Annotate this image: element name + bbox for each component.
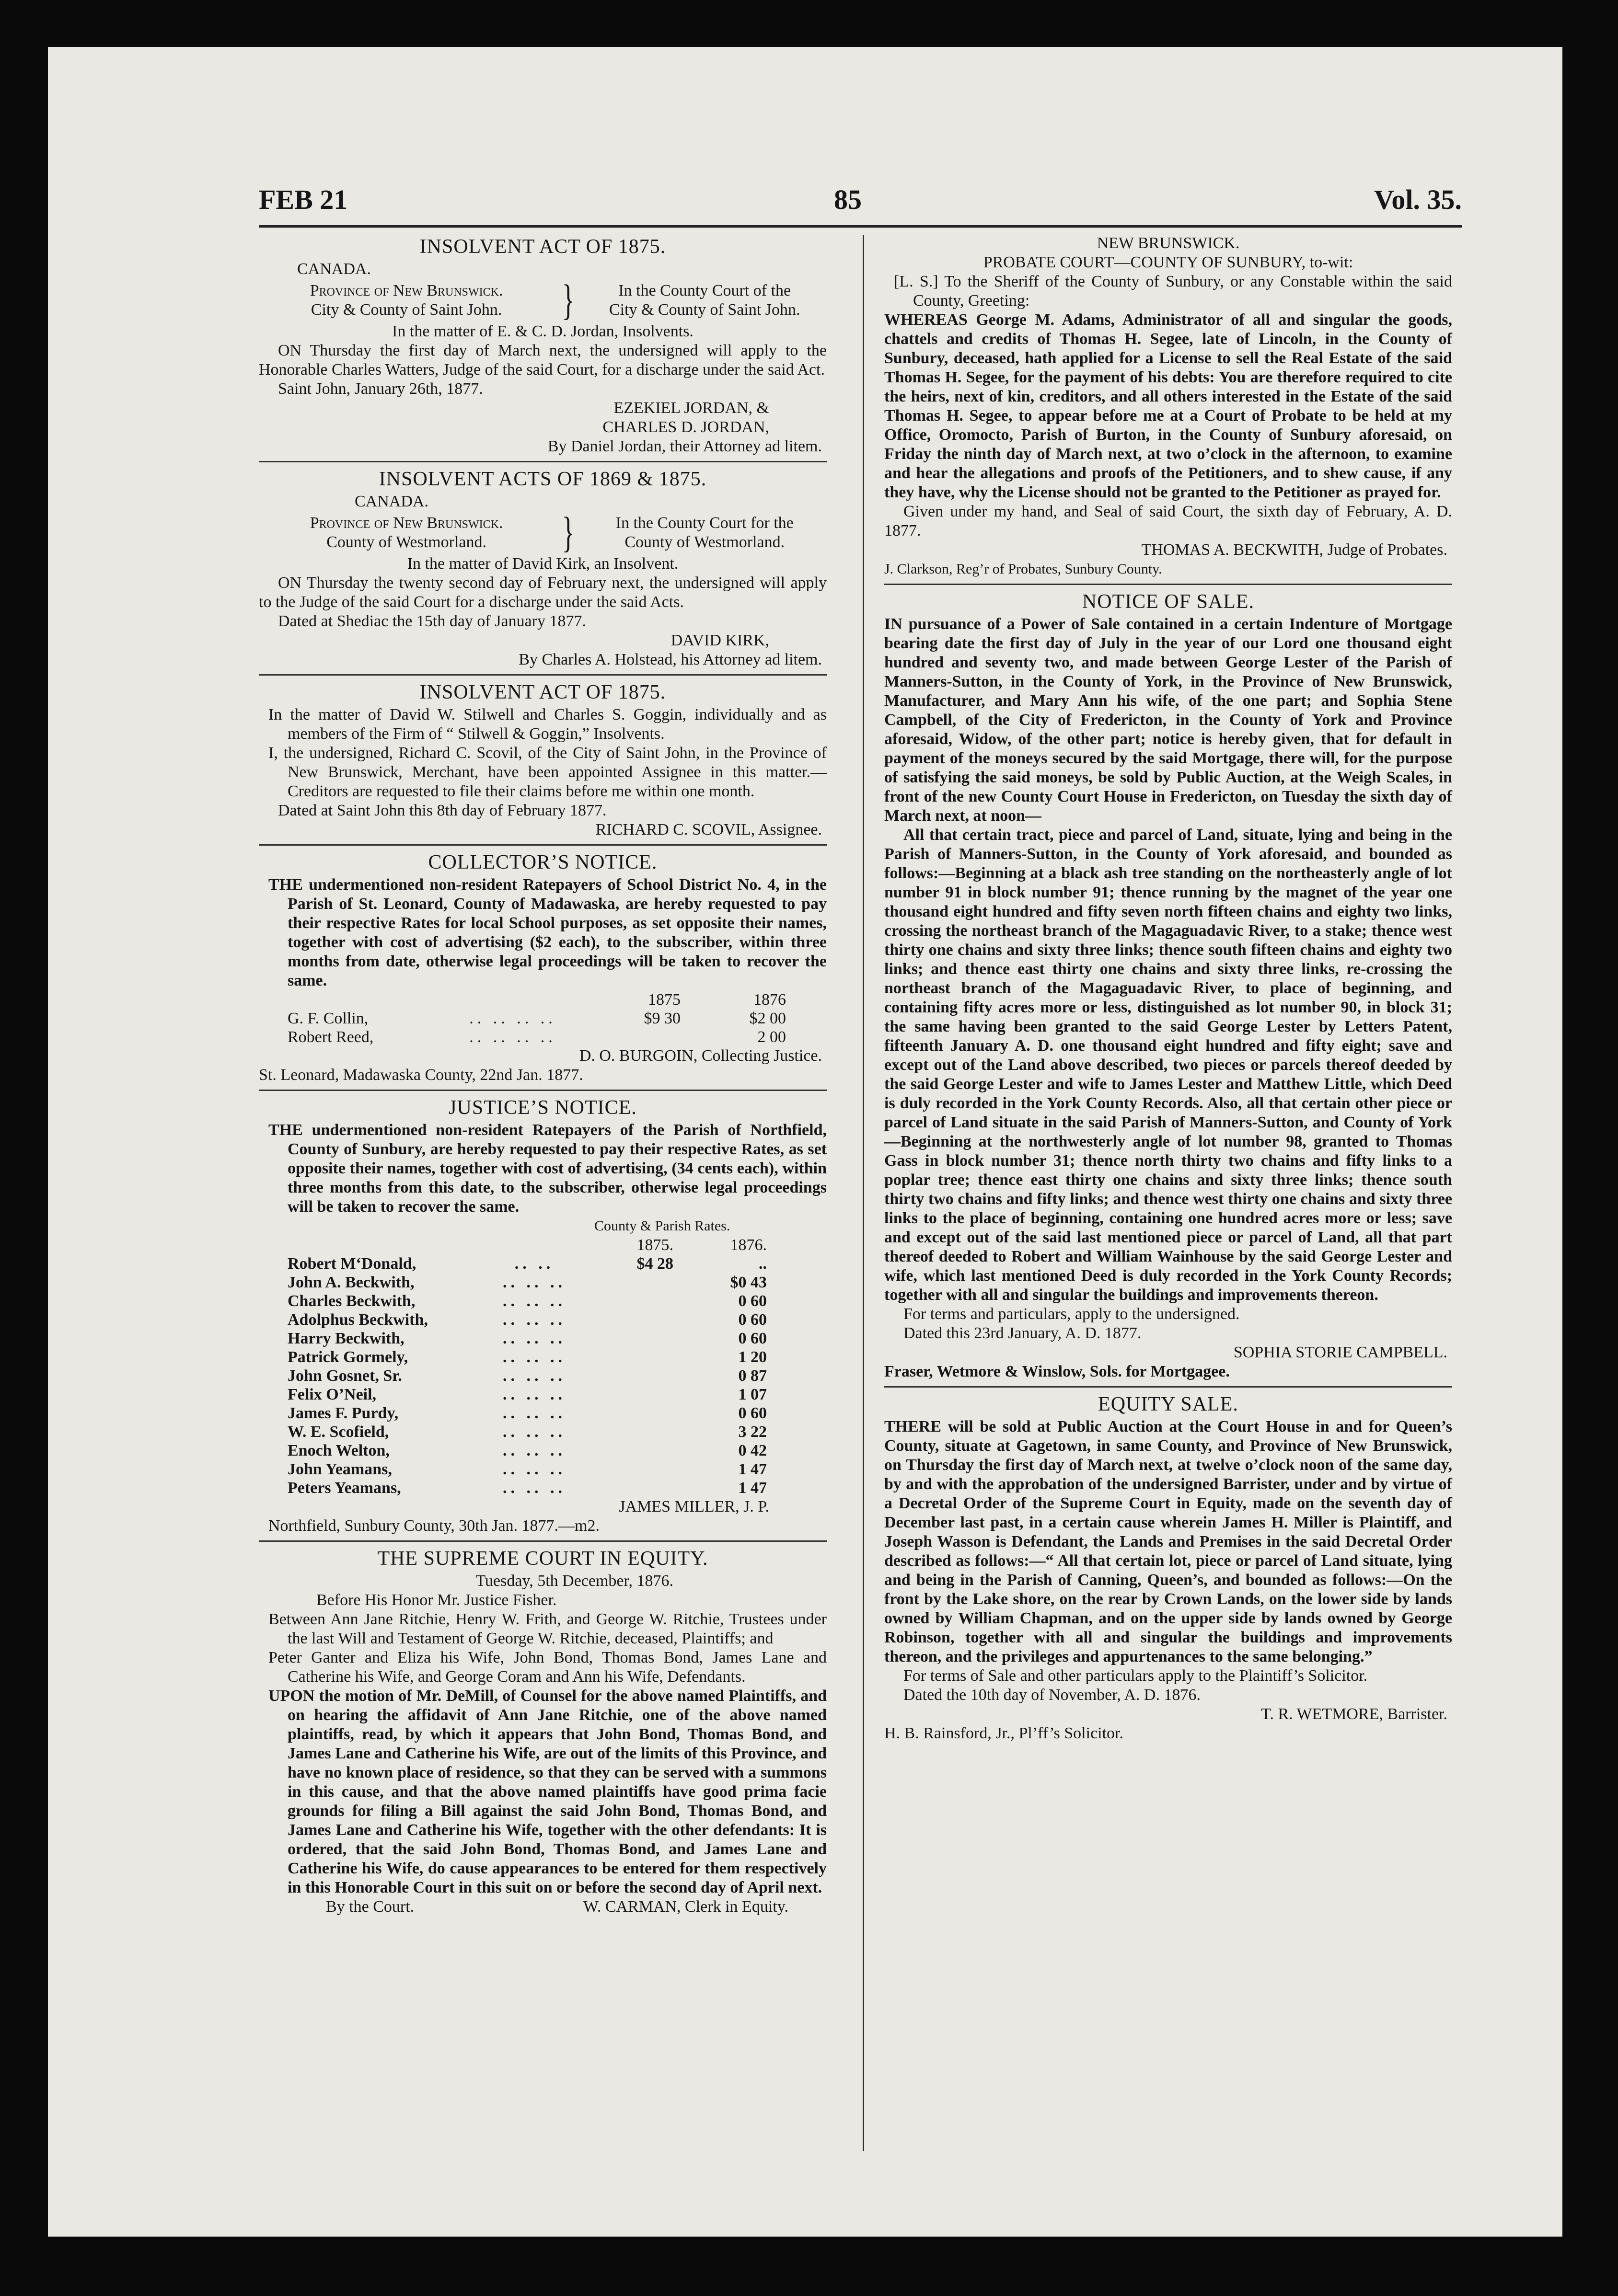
header-date: FEB 21 (259, 184, 348, 215)
table-row (288, 1479, 776, 1497)
court-block (259, 511, 827, 554)
rate-1875 (589, 1423, 683, 1441)
table-row (288, 1441, 776, 1460)
section-rule (259, 674, 827, 676)
notice-body: ON Thursday the first day of March next, the undersigned will apply to the Honorable Charles Watters, Judge of the said Court, for a discharge under the said Act. (259, 342, 827, 379)
rate-1876: $0 43 (730, 1274, 767, 1291)
attorney-line: By Daniel Jordan, their Attorney ad litem. (547, 437, 822, 455)
solicitors-line: Fraser, Wetmore & Winslow, Sols. for Mortgagee. (884, 1363, 1230, 1380)
ratepayer-name: Robert Reed, (288, 1028, 374, 1046)
rate-1876: 1 47 (738, 1460, 767, 1478)
leader-dots: .. .. (514, 1255, 555, 1273)
ratepayer-name: James F. Purdy, (288, 1404, 399, 1422)
notice-of-sale (884, 589, 1452, 1381)
rate-1876: 0 60 (738, 1292, 767, 1310)
section-title: INSOLVENT ACTS OF 1869 & 1875. (379, 468, 707, 490)
rate-1875 (589, 1292, 683, 1310)
leader-dots: .. .. .. (503, 1330, 566, 1347)
province-line: Province of New Brunswick. (310, 514, 503, 532)
matter-line: In the matter of E. & C. D. Jordan, Insolvents. (392, 322, 693, 340)
leader-dots: .. .. .. .. (469, 1028, 556, 1046)
table-row (288, 1028, 796, 1046)
rate-1875: $9 30 (644, 1010, 681, 1027)
rate-1875 (589, 1385, 683, 1404)
ratepayer-name: Felix O’Neil, (288, 1386, 377, 1403)
rate-1876: 0 60 (738, 1311, 767, 1329)
clerk-signature: W. CARMAN, Clerk in Equity. (583, 1898, 788, 1916)
before-line: Before His Honor Mr. Justice Fisher. (316, 1591, 557, 1609)
table-row (288, 1273, 776, 1292)
jurisdiction-line: City & County of Saint John. (311, 301, 502, 319)
leader-dots: .. .. .. (503, 1311, 566, 1329)
ratepayer-name: Charles Beckwith, (288, 1292, 416, 1310)
leader-dots: .. .. .. .. (469, 1010, 556, 1027)
table-row (288, 1404, 776, 1423)
insolvent-act-notice-3 (259, 679, 827, 839)
court-line: In the County Court of the (618, 282, 791, 299)
table-row (288, 1348, 776, 1366)
ratepayer-name: John Yeamans, (288, 1460, 392, 1478)
insolvent-act-notice-2 (259, 466, 827, 669)
notice-body: ON Thursday the twenty second day of February next, the undersigned will apply to the Judge of the said Court for a discharge under the said Acts. (259, 574, 827, 611)
notice-body: IN pursuance of a Power of Sale contained in a certain Indenture of Mortgage bearing date the first day of July in the year of our Lord one thousand eight hundred and seventy two, and made between George Lester of the Parish of Manners-Sutton, in the County of York, in the Province of New Brunswick, Manufacturer, and Mary Ann his wife, of the one part; and Sophia Stene Campbell, of the City of Fredericton, in the County of York and Province aforesaid, Widow, of the other part; notice is hereby given, that for default in payment of the moneys secured by the said Mortgage, there will, for the purpose of satisfying the said moneys, be sold by Public Auction, at the Weigh Scales, in front of the new County Court House in Fredericton, on Tuesday the sixth day of March next, at noon— (884, 615, 1452, 825)
rate-1876: 2 00 (757, 1028, 786, 1046)
matter-line: In the matter of David Kirk, an Insolvent. (407, 555, 679, 573)
insolvent-act-notice-1 (259, 234, 827, 456)
table-row (288, 1423, 776, 1441)
rate-1876: 1 07 (738, 1386, 767, 1403)
column-header: 1876 (753, 991, 786, 1009)
ratepayer-name: Robert M‘Donald, (288, 1255, 416, 1273)
leader-dots: .. .. .. (503, 1442, 566, 1459)
column-divider (863, 235, 864, 2151)
province-line: Province of New Brunswick. (310, 282, 503, 299)
column-header: 1875 (648, 991, 681, 1009)
leader-dots: .. .. .. (503, 1292, 566, 1310)
dated-line: Northfield, Sunbury County, 30th Jan. 1877.—m2. (268, 1517, 600, 1535)
rate-1876: 1 20 (738, 1348, 767, 1366)
court-block (259, 276, 827, 324)
brace-glyph: } (562, 509, 575, 556)
signature-line: DAVID KIRK, (670, 631, 769, 649)
land-description: All that certain tract, piece and parcel of Land, situate, lying and being in the Parish of Manners-Sutton, in the County of York aforesaid, and bounded as follows:—Beginning at a black ash tree standing on the northeasterly angle of lot number 91 in block number 91; thence running by the magnet of the year one thousand eight hundred and fifty seven north fifteen chains and eighty two links, crossing the northeast branch of the Magaguadavic River, to a stake; thence west thirty one chains and sixty three links; thence south fifteen chains and eighty two links; and thence east thirty one chains and sixty three links, re-crossing the northeast branch of the Magaguadavic River, to place of beginning, and containing fifty acres more or less, distinguished as lot number 90, in block 31; the same having been granted to the said George Lester by Letters Patent, fifteenth January A. D. one thousand eight hundred and fifty eight; save and except out of the Land above described, two pieces or parcels thereof deeded by the said George Lester and wife to James Lester and Matthew Little, which Deed is duly recorded in the York County Records. Also, all that certain other piece or parcel of Land situate in the said Parish of Manners-Sutton, and County of York—Beginning at the northwesterly angle of lot number 98, granted to Thomas Gass in block number 31; thence north thirty two chains and fifty links to a poplar tree; thence east thirty one chains and sixty three links; thence south thirty two chains and fifty links; and thence west thirty one chains and sixty three links to the place of beginning, containing one hundred acres more or less; save and except out of the said last mentioned piece or parcel of Land, all that part thereof deeded to Robert and William Wainhouse by the said George Lester and wife, which last mentioned Deed is duly recorded in the York County Records; together with all and singular the buildings and improvements thereon. (884, 826, 1452, 1304)
court-date: Tuesday, 5th December, 1876. (475, 1572, 673, 1590)
table-row (288, 1310, 776, 1329)
column-header: 1875. (636, 1236, 673, 1254)
signature-line: D. O. BURGOIN, Collecting Justice. (579, 1047, 822, 1065)
header-rule (259, 225, 1462, 228)
section-rule (259, 1540, 827, 1542)
court-signature-row (259, 1897, 827, 1917)
rate-1876: 1 47 (738, 1479, 767, 1497)
ratepayer-name: Harry Beckwith, (288, 1330, 404, 1347)
seal-greeting: [L. S.] To the Sheriff of the County of Sunbury, or any Constable within the said County, Greeting: (894, 273, 1452, 310)
rate-1875: $4 28 (636, 1255, 673, 1273)
attorney-line: By Charles A. Holstead, his Attorney ad litem. (519, 651, 822, 668)
header-volume: Vol. 35. (1374, 184, 1462, 215)
leader-dots: .. .. .. (503, 1274, 566, 1291)
judge-signature: THOMAS A. BECKWITH, Judge of Probates. (1141, 541, 1447, 559)
ratepayer-name: Enoch Welton, (288, 1442, 390, 1459)
dated-line: Dated at Shediac the 15th day of January 1877. (278, 612, 586, 630)
header-page-number: 85 (834, 184, 862, 215)
dated-line: Saint John, January 26th, 1877. (278, 380, 483, 398)
country-label: CANADA. (355, 493, 428, 510)
signature-line: EZEKIEL JORDAN, & (613, 399, 769, 417)
order-body: UPON the motion of Mr. DeMill, of Counsel for the above named Plaintiffs, and on hearing the affidavit of Ann Jane Ritchie, one of the above named plaintiffs, read, by which it appears that John Bond, Thomas Bond, and James Lane and Catherine his Wife, are out of the limits of this Province, and have no known place of residence, so that they can be served with a summons in this cause, and that the above named plaintiffs have good prima facie grounds for filing a Bill against the said John Bond, Thomas Bond, and James Lane and Catherine his Wife, together with the other defendants: It is ordered, that the said John Bond, Thomas Bond, and James Lane and Catherine his Wife, do cause appearances to be entered for them respectively in this Honorable Court in this suit on or before the second day of April next. (268, 1687, 827, 1896)
equity-sale (884, 1391, 1452, 1743)
solicitor-line: H. B. Rainsford, Jr., Pl’ff’s Solicitor. (884, 1724, 1123, 1742)
parties-defendants: Peter Ganter and Eliza his Wife, John Bond, Thomas Bond, James Lane and Catherine his Wife, and George Coram and Ann his Wife, Defendants. (268, 1649, 827, 1686)
dated-line: St. Leonard, Madawaska County, 22nd Jan. 1877. (259, 1066, 583, 1084)
section-subtitle: PROBATE COURT—COUNTY OF SUNBURY, to-wit: (983, 253, 1353, 271)
notice-body: THERE will be sold at Public Auction at the Court House in and for Queen’s County, situate at Gagetown, in same County, and Province of New Brunswick, on Thursday the first day of March next, at twelve o’clock noon of the same day, by and with the approbation of the undersigned Barrister, under and by virtue of a Decretal Order of the Supreme Court in Equity, made on the seventh day of December last past, in a certain cause wherein James H. Miller is Plaintiff, and Joseph Wasson is Defendant, the Lands and Premises in the said Decretal Order described as follows:—“ All that certain lot, piece or parcel of Land situate, lying and being in the Parish of Canning, Queen’s, and bounded as follows:—On the front by the Lake shore, on the rear by Crown Lands, on the lower side by lands owned by William Chapman, and on the upper side by lands owned by George Robinson, together with all and singular the buildings and improvements thereon, and the privileges and appurtenances to the same belonging.” (884, 1418, 1452, 1665)
ratepayer-name: Peters Yeamans, (288, 1479, 401, 1497)
right-column (884, 234, 1452, 1748)
dated-line: Dated this 23rd January, A. D. 1877. (903, 1324, 1142, 1342)
rate-1876: $2 00 (749, 1010, 786, 1027)
court-line: County of Westmorland. (624, 533, 785, 551)
ratepayer-name: Patrick Gormely, (288, 1348, 408, 1366)
rate-1875 (589, 1366, 683, 1385)
table-row (288, 1292, 776, 1310)
rate-1875 (589, 1273, 683, 1292)
newspaper-page (48, 47, 1562, 2237)
leader-dots: .. .. .. (503, 1460, 566, 1478)
leader-dots: .. .. .. (503, 1348, 566, 1366)
dated-line: Dated the 10th day of November, A. D. 1876. (903, 1686, 1201, 1704)
column-header: 1876. (730, 1236, 767, 1254)
table-header-row (288, 1236, 776, 1254)
section-title: NOTICE OF SALE. (1082, 591, 1255, 613)
rates-table (288, 1236, 776, 1497)
rate-1875 (589, 1348, 683, 1366)
signature-line: CHARLES D. JORDAN, (602, 418, 769, 436)
rate-1876: 3 22 (738, 1423, 767, 1441)
notice-body: I, the undersigned, Richard C. Scovil, of the City of Saint John, in the Province of New Brunswick, Merchant, have been appointed Assignee in this matter.—Creditors are requested to file their claims before me within one month. (268, 744, 827, 800)
terms-line: For terms of Sale and other particulars apply to the Plaintiff’s Solicitor. (903, 1667, 1368, 1685)
table-row (288, 1366, 776, 1385)
leader-dots: .. .. .. (503, 1367, 566, 1385)
section-rule (259, 1090, 827, 1091)
leader-dots: .. .. .. (503, 1423, 566, 1441)
rates-caption: County & Parish Rates. (594, 1218, 730, 1234)
ratepayer-name: Adolphus Beckwith, (288, 1311, 428, 1329)
section-title: JUSTICE’S NOTICE. (449, 1097, 637, 1119)
brace-glyph: } (562, 276, 575, 324)
table-row (288, 1385, 776, 1404)
table-row (288, 1254, 776, 1273)
rate-1875 (589, 1404, 683, 1423)
terms-line: For terms and particulars, apply to the undersigned. (903, 1305, 1240, 1323)
ratepayer-name: John Gosnet, Sr. (288, 1367, 402, 1385)
probate-court-notice (884, 234, 1452, 579)
rate-1875 (585, 1028, 690, 1046)
table-header-row (288, 990, 796, 1009)
leader-dots: .. .. .. (503, 1479, 566, 1497)
rates-table (288, 990, 796, 1046)
left-column (259, 234, 827, 1921)
rate-1875 (589, 1479, 683, 1497)
section-title: THE SUPREME COURT IN EQUITY. (377, 1548, 708, 1570)
section-title: INSOLVENT ACT OF 1875. (419, 681, 666, 703)
rate-1876: 0 87 (738, 1367, 767, 1385)
section-rule (884, 584, 1452, 585)
ratepayer-name: John A. Beckwith, (288, 1274, 415, 1291)
signature-line: T. R. WETMORE, Barrister. (1261, 1705, 1447, 1723)
table-row (288, 1329, 776, 1348)
ratepayer-name: G. F. Collin, (288, 1010, 369, 1027)
notice-body: THE undermentioned non-resident Ratepayers of the Parish of Northfield, County of Sunbury, are hereby requested to pay their respective Rates, as set opposite their names, together with cost of advertising, (34 cents each), within three months from this date, to the subscriber, otherwise legal proceedings will be taken to recover the same. (268, 1121, 827, 1216)
leader-dots: .. .. .. (503, 1386, 566, 1403)
jurisdiction-line: County of Westmorland. (326, 533, 486, 551)
collectors-notice (259, 850, 827, 1085)
signature-line: JAMES MILLER, J. P. (619, 1498, 769, 1515)
section-title: NEW BRUNSWICK. (1097, 234, 1240, 252)
parties-plaintiffs: Between Ann Jane Ritchie, Henry W. Frith, and George W. Ritchie, Trustees under the last Will and Testament of George W. Ritchie, deceased, Plaintiffs; and (268, 1610, 827, 1647)
rate-1876: 0 60 (738, 1404, 767, 1422)
section-title: INSOLVENT ACT OF 1875. (419, 236, 666, 258)
notice-body: THE undermentioned non-resident Ratepayers of School District No. 4, in the Parish of St. Leonard, County of Madawaska, are hereby requested to pay their respective Rates for local School purposes, as set opposite their names, together with cost of advertising ($2 each), to the subscriber, within three months from date, otherwise legal proceedings will be taken to recover the same. (268, 876, 827, 989)
signature-line: RICHARD C. SCOVIL, Assignee. (595, 821, 822, 838)
notice-body: WHEREAS George M. Adams, Administrator of all and singular the goods, chattels and credits of Thomas H. Segee, late of Lincoln, in the County of Sunbury, deceased, hath applied for a License to sell the Real Estate of the said Thomas H. Segee, for the payment of his debts: You are therefore required to cite the heirs, next of kin, creditors, and all others interested in the Estate of the said Thomas H. Segee, to appear before me at a Court of Probate to be held at my Office, Oromocto, Parish of Burton, in the County of Sunbury aforesaid, on Friday the ninth day of March next, at two o’clock in the afternoon, to examine and hear the allegations and proofs of the Petitioners, and to shew cause, if any they have, why the License should not be granted to the Petitioner as prayed for. (884, 311, 1452, 501)
dated-line: Dated at Saint John this 8th day of February 1877. (278, 802, 607, 819)
by-court-label: By the Court. (326, 1898, 415, 1916)
signature-line: SOPHIA STORIE CAMPBELL. (1233, 1343, 1447, 1361)
matter-line: In the matter of David W. Stilwell and Charles S. Goggin, individually and as members of the Firm of “ Stilwell & Goggin,” Insolvents. (268, 706, 827, 743)
rate-1876: .. (759, 1255, 767, 1273)
rates-table-body (288, 1254, 776, 1497)
leader-dots: .. .. .. (503, 1404, 566, 1422)
supreme-court-notice (259, 1546, 827, 1917)
country-label: CANADA. (297, 260, 371, 278)
rate-1875 (589, 1441, 683, 1460)
rate-1876: 0 42 (738, 1442, 767, 1459)
section-rule (884, 1386, 1452, 1388)
registrar-line: J. Clarkson, Reg’r of Probates, Sunbury County. (884, 561, 1162, 577)
table-row (288, 1009, 796, 1028)
section-rule (259, 461, 827, 462)
rate-1876: 0 60 (738, 1330, 767, 1347)
court-line: In the County Court for the (615, 514, 794, 532)
section-title: EQUITY SALE. (1098, 1393, 1238, 1415)
rate-1875 (589, 1460, 683, 1479)
rate-1875 (589, 1329, 683, 1348)
given-line: Given under my hand, and Seal of said Court, the sixth day of February, A. D. 1877. (884, 503, 1452, 540)
table-row (288, 1460, 776, 1479)
section-title: COLLECTOR’S NOTICE. (428, 851, 658, 873)
ratepayer-name: W. E. Scofield, (288, 1423, 389, 1441)
rate-1875 (589, 1310, 683, 1329)
justices-notice (259, 1095, 827, 1536)
court-line: City & County of Saint John. (609, 301, 800, 319)
page-header (259, 184, 1462, 227)
section-rule (259, 844, 827, 846)
